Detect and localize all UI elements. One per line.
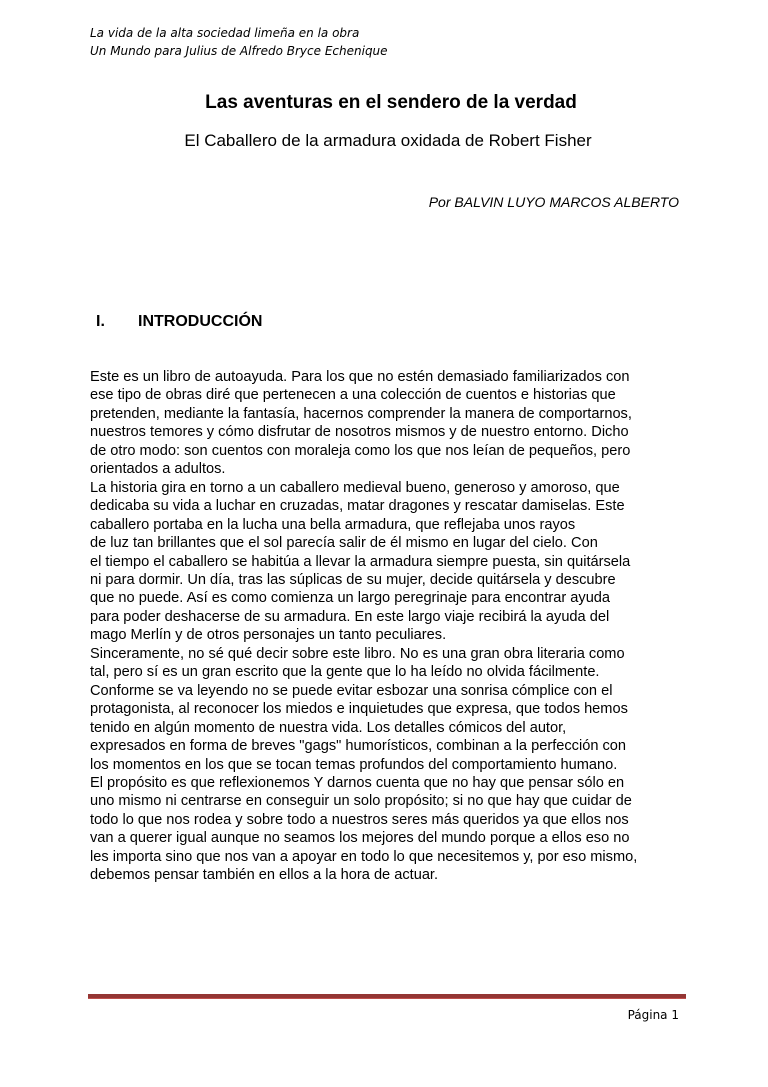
section-title: INTRODUCCIÓN xyxy=(138,313,263,330)
body-line: La historia gira en torno a un caballero medieval bueno, generoso y amoroso, que xyxy=(90,479,620,496)
body-line: de otro modo: son cuentos con moraleja como los que nos leían de pequeños, pero xyxy=(90,442,631,459)
body-line: el tiempo el caballero se habitúa a llevar la armadura siempre puesta, sin quitársela xyxy=(90,553,631,570)
body-line: pretenden, mediante la fantasía, hacernos comprender la manera de comportarnos, xyxy=(90,405,632,422)
body-line: tenido en algún momento de nuestra vida. Los detalles cómicos del autor, xyxy=(90,719,567,736)
section-number: I. xyxy=(96,313,105,330)
body-line: que no puede. Así es como comienza un largo peregrinaje para encontrar ayuda xyxy=(90,590,611,607)
body-line: van a querer igual aunque no seamos los mejores del mundo porque a ellos eso no xyxy=(90,830,630,847)
page-number: Página 1 xyxy=(627,1008,679,1022)
body-text xyxy=(90,368,690,885)
body-line: ese tipo de obras diré que pertenecen a una colección de cuentos e historias que xyxy=(90,387,616,404)
body-line: dedicaba su vida a luchar en cruzadas, matar dragones y rescatar damiselas. Este xyxy=(90,498,625,515)
document-title: Las aventuras en el sendero de la verdad xyxy=(205,92,577,113)
body-line: todo lo que nos rodea y sobre todo a nuestros seres más queridos ya que ellos nos xyxy=(90,811,629,828)
body-line: mago Merlín y de otros personajes un tanto peculiares. xyxy=(90,627,447,644)
body-line: expresados en forma de breves "gags" humorísticos, combinan a la perfección con xyxy=(90,738,627,755)
body-line: protagonista, al reconocer los miedos e inquietudes que expresa, que todos hemos xyxy=(90,701,628,718)
author-byline: Por BALVIN LUYO MARCOS ALBERTO xyxy=(428,194,679,210)
document-subtitle: El Caballero de la armadura oxidada de Robert Fisher xyxy=(184,131,592,150)
running-header-line-1: La vida de la alta sociedad limeña en la obra xyxy=(90,26,360,40)
running-header-line-2: Un Mundo para Julius de Alfredo Bryce Echenique xyxy=(90,44,388,58)
footer-rule xyxy=(88,994,686,999)
body-line: Conforme se va leyendo no se puede evitar esbozar una sonrisa cómplice con el xyxy=(90,682,613,699)
body-line: Sinceramente, no sé qué decir sobre este libro. No es una gran obra literaria como xyxy=(90,645,625,662)
body-line: nuestros temores y cómo disfrutar de nosotros mismos y de nuestro entorno. Dicho xyxy=(90,424,629,441)
body-line: para poder deshacerse de su armadura. En este largo viaje recibirá la ayuda del xyxy=(90,608,610,625)
body-line: orientados a adultos. xyxy=(90,461,226,478)
body-line: Este es un libro de autoayuda. Para los que no estén demasiado familiarizados con xyxy=(90,369,630,385)
running-header xyxy=(90,24,388,60)
body-line: de luz tan brillantes que el sol parecía salir de él mismo en lugar del cielo. Con xyxy=(90,535,598,552)
body-line: El propósito es que reflexionemos Y darnos cuenta que no hay que pensar sólo en xyxy=(90,774,625,791)
body-line: los momentos en los que se tocan temas profundos del comportamiento humano. xyxy=(90,756,618,773)
body-line: uno mismo ni centrarse en conseguir un solo propósito; si no que hay que cuidar de xyxy=(90,793,632,810)
body-line: ni para dormir. Un día, tras las súplicas de su mujer, decide quitársela y descubre xyxy=(90,571,616,588)
body-line: tal, pero sí es un gran escrito que la gente que lo ha leído no olvida fácilmente. xyxy=(90,664,600,681)
body-line: debemos pensar también en ellos a la hora de actuar. xyxy=(90,867,439,884)
section-heading xyxy=(96,312,262,332)
body-line: les importa sino que nos van a apoyar en todo lo que necesitemos y, por eso mismo, xyxy=(90,848,638,865)
body-line: caballero portaba en la lucha una bella armadura, que reflejaba unos rayos xyxy=(90,516,576,533)
